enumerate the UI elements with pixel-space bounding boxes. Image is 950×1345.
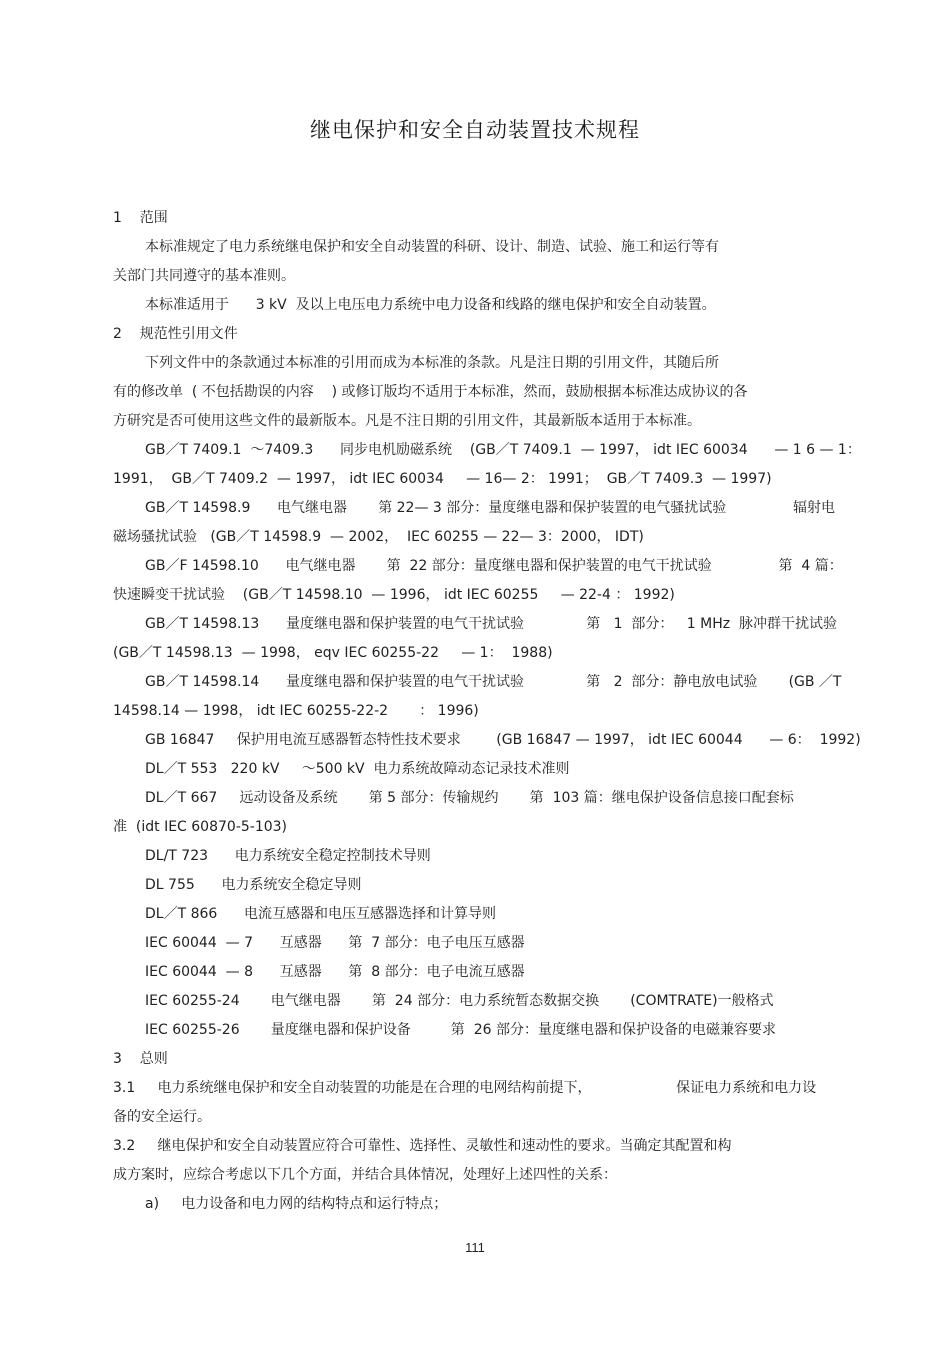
reference-line: IEC 60044 — 8 互感器 第 8 部分：电子电流互感器 [145,964,525,980]
reference-line: IEC 60255-26 量度继电器和保护设备 第 26 部分：量度继电器和保护设备的电磁兼容要求 [145,1022,776,1038]
reference-line: 1991， GB／T 7409.2 — 1997， idt IEC 60034 — 16— 2： 1991； GB／T 7409.3 — 1997) [113,471,772,487]
reference-line: DL／T 553 220 kV ～500 kV 电力系统故障动态记录技术准则 [145,761,570,777]
reference-line: GB／T 14598.14 量度继电器和保护装置的电气干扰试验 第 2 部分：静电放电试验 (GB ／T [145,674,842,690]
reference-line: DL／T 667 远动设备及系统 第 5 部分：传输规约 第 103 篇：继电保护设备信息接口配套标 [145,790,794,806]
reference-line: IEC 60044 — 7 互感器 第 7 部分：电子电压互感器 [145,935,525,951]
paragraph-line: 备的安全运行。 [113,1109,211,1125]
reference-line: 14598.14 — 1998， idt IEC 60255-22-2 ： 1996) [113,703,479,719]
paragraph-line: 成方案时，应综合考虑以下几个方面，并结合具体情况，处理好上述四性的关系： [113,1167,617,1183]
reference-line: GB 16847 保护用电流互感器暂态特性技术要求 (GB 16847 — 1997， idt IEC 60044 — 6： 1992) [145,732,861,748]
reference-line: DL／T 866 电流互感器和电压互感器选择和计算导则 [145,906,497,922]
document-title: 继电保护和安全自动装置技术规程 [310,118,640,142]
reference-line: 磁场骚扰试验 (GB／T 14598.9 — 2002， IEC 60255 — 22— 3：2000， IDT) [113,529,644,545]
paragraph-line: 下列文件中的条款通过本标准的引用而成为本标准的条款。凡是注日期的引用文件，其随后所 [145,355,719,371]
paragraph-line: 有的修改单 ( 不包括勘误的内容 ) 或修订版均不适用于本标准，然而，鼓励根据本标准达成协议的各 [113,384,748,400]
reference-line: GB／F 14598.10 电气继电器 第 22 部分：量度继电器和保护装置的电气干扰试验 第 4 篇： [145,558,843,574]
paragraph-line: 3.2 继电保护和安全自动装置应符合可靠性、选择性、灵敏性和速动性的要求。当确定其配置和构 [113,1138,732,1154]
paragraph-line: 本标准适用于 3 kV 及以上电压电力系统中电力设备和线路的继电保护和安全自动装置。 [145,297,716,313]
section-heading: 3 总则 [113,1051,168,1067]
reference-line: GB／T 14598.13 量度继电器和保护装置的电气干扰试验 第 1 部分： 1 MHz 脉冲群干扰试验 [145,616,837,632]
reference-line: GB／T 7409.1 ～7409.3 同步电机励磁系统 (GB／T 7409.1 — 1997， idt IEC 60034 — 1 6 — 1： [145,442,861,458]
list-item: a) 电力设备和电力网的结构特点和运行特点； [145,1196,448,1212]
reference-line: DL 755 电力系统安全稳定导则 [145,877,362,893]
section-heading: 2 规范性引用文件 [113,326,238,342]
paragraph-line: 方研究是否可使用这些文件的最新版本。凡是不注日期的引用文件，其最新版本适用于本标准。 [113,413,701,429]
reference-line: GB／T 14598.9 电气继电器 第 22— 3 部分：量度继电器和保护装置的电气骚扰试验 辐射电 [145,500,836,516]
page-number: 111 [465,1240,485,1255]
section-heading: 1 范围 [113,210,168,226]
reference-line: (GB／T 14598.13 — 1998， eqv IEC 60255-22 — 1： 1988) [113,645,553,661]
reference-line: 准 (idt IEC 60870-5-103) [113,819,288,835]
paragraph-line: 本标准规定了电力系统继电保护和安全自动装置的科研、设计、制造、试验、施工和运行等有 [145,239,719,255]
reference-line: DL/T 723 电力系统安全稳定控制技术导则 [145,848,431,864]
reference-line: IEC 60255-24 电气继电器 第 24 部分：电力系统暂态数据交换 (COMTRATE)一般格式 [145,993,774,1009]
reference-line: 快速瞬变干扰试验 (GB／T 14598.10 — 1996， idt IEC 60255 — 22-4 ： 1992) [113,587,675,603]
paragraph-line: 3.1 电力系统继电保护和安全自动装置的功能是在合理的电网结构前提下， 保证电力系统和电力设 [113,1080,817,1096]
paragraph-line: 关部门共同遵守的基本准则。 [113,268,295,284]
